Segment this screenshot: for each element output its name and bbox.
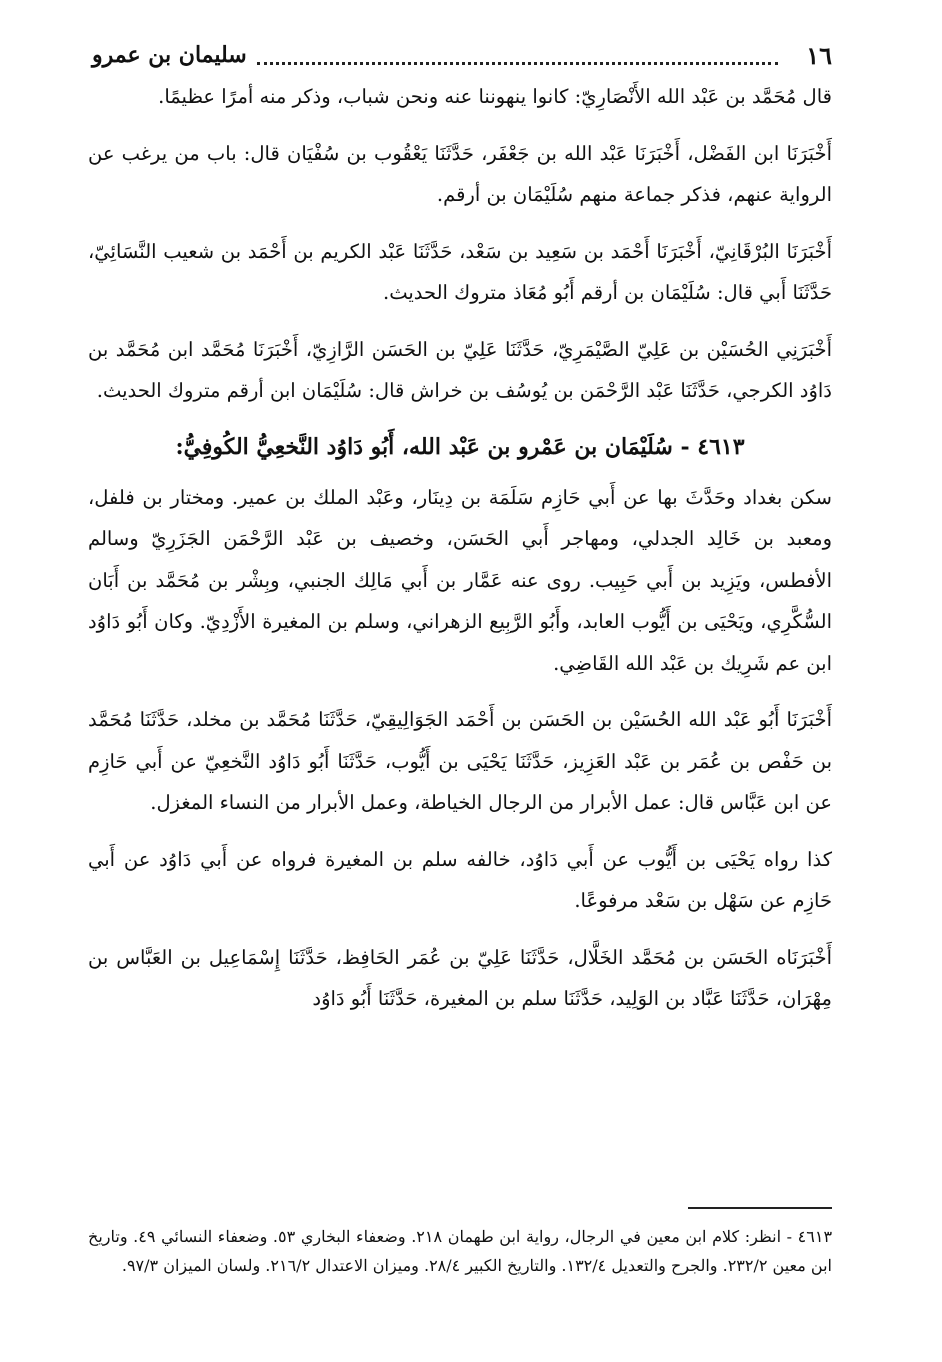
running-title: سليمان بن عمرو xyxy=(92,42,247,68)
paragraph: أَخْبَرَنَا ابن الفَضْل، أَخْبَرَنَا عَبْد الله بن جَعْفَر، حَدَّثَنَا يَعْقُوب بن سُفْيَان قال: باب من يرغب عن الرواية عنهم، فذكر جماعة منهم سُلَيْمَان بن أرقم. xyxy=(88,141,832,206)
paragraph: كذا رواه يَحْيَى بن أَيُّوب عن أَبي دَاوُد، خالفه سلم بن المغيرة فرواه عن أَبي دَاوُد عن أَبي حَازِم عن سَهْل بن سَعْد مرفوعًا. xyxy=(88,847,832,912)
footnotes xyxy=(88,1222,832,1280)
footnote: ٤٦١٣ - انظر: كلام ابن معين في الرجال، رواية ابن طهمان ٢١٨. وضعفاء البخاري ٥٣. وضعفاء النسائي ٤٩. وتاريخ ابن معين ٢٣٢/٢. والجرح والتعديل ١٣٢/٤. والتاريخ الكبير ٢٨/٤. وميزان الاعتدال ٢١٦/٢. ولسان الميزان ٩٧/٣. xyxy=(88,1227,833,1275)
paragraph: أَخْبَرَنَاه الحَسَن بن مُحَمَّد الخَلَّال، حَدَّثَنَا عَلِيّ بن عُمَر الحَافِظ، حَدَّثَنَا إِسْمَاعِيل بن العَبَّاس بن مِهْرَان، حَدَّثَنَا عَبَّاد بن الوَلِيد، حَدَّثَنَا سلم بن المغيرة، حَدَّثَنَا أَبُو دَاوُد xyxy=(88,945,832,1010)
paragraph: أَخْبَرَنَا أَبُو عَبْد الله الحُسَيْن بن الحَسَن بن أَحْمَد الجَوَالِيقِيّ، حَدَّثَنَا مُحَمَّد بن مخلد، حَدَّثَنَا مُحَمَّد بن حَفْص بن عُمَر بن عَبْد العَزِيز، حَدَّثَنَا يَحْيَى بن أَيُّوب، حَدَّثَنَا أَبُو دَاوُد النَّخعِيّ عن أَبي حَازِم عن ابن عَبَّاس قال: عمل الأبرار من الرجال الخياطة، وعمل الأبرار من النساء المغزل. xyxy=(88,708,832,814)
paragraph: قال مُحَمَّد بن عَبْد الله الأَنْصَارِيّ: كانوا ينهوننا عنه ونحن شباب، وذكر منه أمرًا عظيمًا. xyxy=(158,85,832,108)
footnote-separator xyxy=(688,1207,832,1209)
paragraph: أَخْبَرَنَا البُرْقَانِيّ، أَخْبَرَنَا أَحْمَد بن سَعِيد بن سَعْد، حَدَّثَنَا عَبْد الكريم بن أَحْمَد بن شعيب النَّسَائِيّ، حَدَّثَنَا أَبي قال: سُلَيْمَان بن أرقم أَبُو مُعَاذ متروك الحديث. xyxy=(88,239,832,304)
entry-heading: ٤٦١٣ - سُلَيْمَان بن عَمْرو بن عَبْد الله، أَبُو دَاوُد النَّخعِيُّ الكُوفِيُّ: xyxy=(175,433,745,460)
main-text xyxy=(88,76,832,1035)
paragraph: سكن بغداد وحَدَّثَ بها عن أَبي حَازِم سَلَمَة بن دِينَار، وعَبْد الملك بن عمير. ومختار بن فلفل، ومعبد بن خَالِد الجدلي، ومهاجر أَبي الحَسَن، وخصيف بن عَبْد الرَّحْمَن الجَزَرِيّ وسالم الأفطس، ويَزِيد بن أَبي حَبِيب. روى عنه عَمَّار بن أَبي مَالِك الجنبي، وبِشْر بن مُحَمَّد بن أَبَان السُّكَّرِي، ويَحْيَى بن أَيُّوب العابد، وأَبُو الرَّبِيع الزهراني، وسلم بن المغيرة الأَزْدِيّ. وكان أَبُو دَاوُد ابن عم شَرِيك بن عَبْد الله القَاضِي. xyxy=(88,485,832,675)
paragraph: أَخْبَرَنِي الحُسَيْن بن عَلِيّ الصَّيْمَرِيّ، حَدَّثَنَا عَلِيّ بن الحَسَن الرَّازِيّ، أَخْبَرَنَا مُحَمَّد ابن مُحَمَّد بن دَاوُد الكرجي، حَدَّثَنَا عَبْد الرَّحْمَن بن يُوسُف بن خراش قال: سُلَيْمَان ابن أرقم متروك الحديث. xyxy=(88,337,832,402)
header-dotted-leader xyxy=(257,62,778,65)
page-number: ١٦ xyxy=(806,40,832,70)
page-header xyxy=(92,38,832,72)
